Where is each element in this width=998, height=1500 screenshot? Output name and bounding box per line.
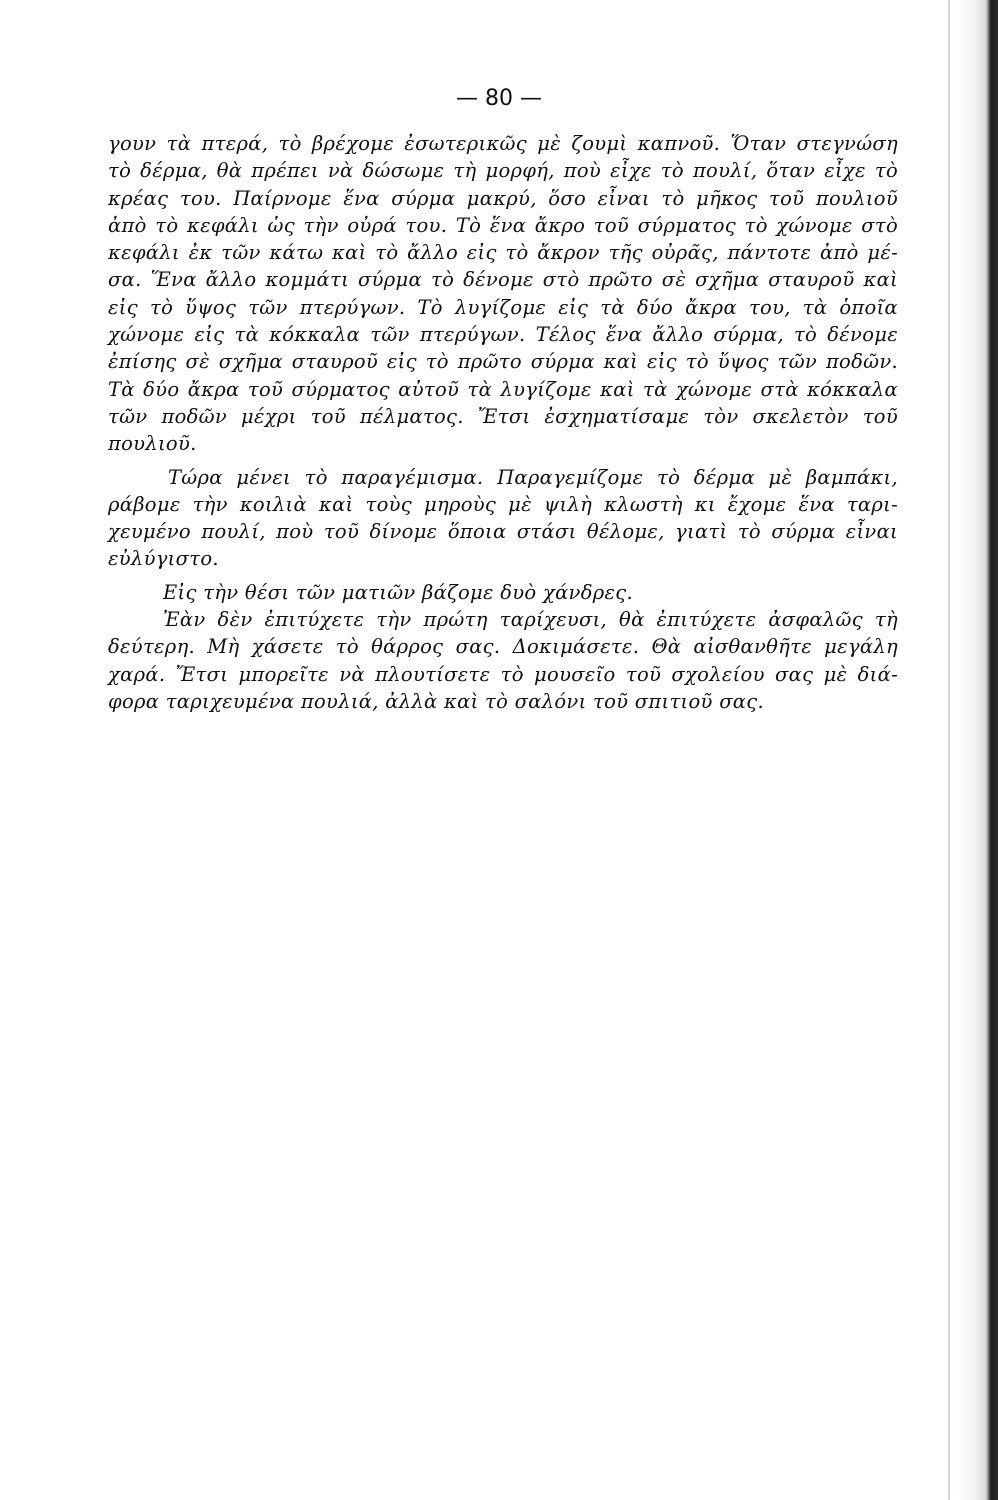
paragraph-3: [108, 579, 898, 606]
text-line: κρέας του. Παίρνομε ἕνα σύρμα μακρύ, ὅσο εἶναι τὸ μῆκος τοῦ πουλιοῦ: [108, 186, 898, 210]
text-line: χώνομε εἰς τὰ κόκκαλα τῶν πτερύγων. Τέλος ἕνα ἄλλο σύρμα, τὸ δένομε: [108, 323, 898, 347]
binding-edge: [958, 0, 998, 1500]
text-line: ἀπὸ τὸ κεφάλι ὡς τὴν οὐρά του. Τὸ ἕνα ἄκρο τοῦ σύρματος τὸ χώνομε στὸ: [108, 213, 898, 237]
text-line: Εἰς τὴν θέσι τῶν ματιῶν βάζομε δυὸ χάνδρες.: [163, 580, 633, 604]
text-line: ράβομε τὴν κοιλιὰ καὶ τοὺς μηροὺς μὲ ψιλὴ κλωστὴ κι ἔχομε ἕνα ταρι-: [108, 492, 898, 516]
text-line: τῶν ποδῶν μέχρι τοῦ πέλματος. Ἔτσι ἐσχηματίσαμε τὸν σκελετὸν τοῦ: [108, 404, 898, 428]
text-line: σα. Ἕνα ἄλλο κομμάτι σύρμα τὸ δένομε στὸ πρῶτο σὲ σχῆμα σταυροῦ καὶ: [108, 268, 898, 292]
text-line: πουλιοῦ.: [108, 432, 197, 456]
text-line: φορα ταριχευμένα πουλιά, ἀλλὰ καὶ τὸ σαλόνι τοῦ σπιτιοῦ σας.: [108, 689, 764, 713]
text-line: Τώρα μένει τὸ παραγέμισμα. Παραγεμίζομε τὸ δέρμα μὲ βαμπάκι,: [168, 465, 898, 489]
text-line: τὸ δέρμα, θὰ πρέπει νὰ δώσωμε τὴ μορφή, ποὺ εἶχε τὸ πουλί, ὅταν εἶχε τὸ: [108, 159, 898, 183]
page-fold-line: [948, 0, 950, 1500]
page-number: — 80 —: [456, 86, 542, 111]
text-line: γουν τὰ πτερά, τὸ βρέχομε ἐσωτερικῶς μὲ ζουμὶ καπνοῦ. Ὅταν στεγνώση: [108, 132, 898, 155]
paragraph-1: [108, 130, 898, 458]
text-line: κεφάλι ἐκ τῶν κάτω καὶ τὸ ἄλλο εἰς τὸ ἄκρον τῆς οὐρᾶς, πάντοτε ἀπὸ μέ-: [108, 241, 898, 265]
text-line: δεύτερη. Μὴ χάσετε τὸ θάρρος σας. Δοκιμάσετε. Θὰ αἰσθανθῆτε μεγάλη: [108, 635, 898, 659]
text-line: χαρά. Ἔτσι μπορεῖτε νὰ πλουτίσετε τὸ μουσεῖο τοῦ σχολείου σας μὲ διά-: [108, 662, 898, 686]
text-line: Τὰ δύο ἄκρα τοῦ σύρματος αὐτοῦ τὰ λυγίζομε καὶ τὰ χώνομε στὰ κόκκαλα: [108, 377, 898, 401]
text-line: εἰς τὸ ὕψος τῶν πτερύγων. Τὸ λυγίζομε εἰς τὰ δύο ἄκρα του, τὰ ὁποῖα: [108, 295, 898, 319]
text-line: Ἐὰν δὲν ἐπιτύχετε τὴν πρώτη ταρίχευσι, θὰ ἐπιτύχετε ἀσφαλῶς τὴ: [163, 608, 898, 632]
paragraph-4: [108, 606, 898, 715]
paragraph-2: [108, 464, 898, 573]
text-line: ἐπίσης σὲ σχῆμα σταυροῦ εἰς τὸ πρῶτο σύρμα καὶ εἰς τὸ ὕψος τῶν ποδῶν.: [108, 350, 898, 374]
text-line: χευμένο πουλί, ποὺ τοῦ δίνομε ὅποια στάσι θέλομε, γιατὶ τὸ σύρμα εἶναι: [108, 520, 898, 544]
text-line: εὐλύγιστο.: [108, 547, 219, 571]
body-text: [108, 130, 898, 715]
